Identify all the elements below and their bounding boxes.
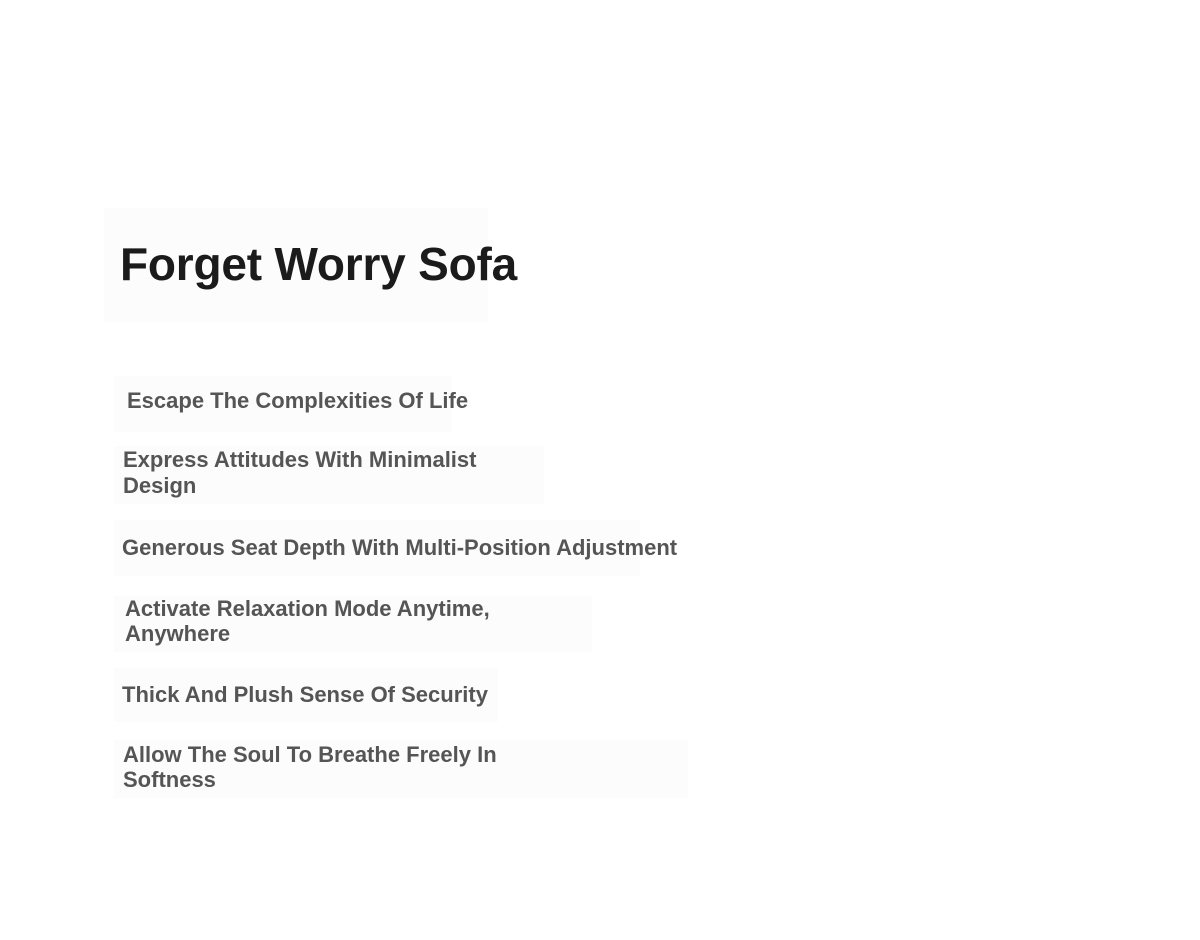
page-title: Forget Worry Sofa bbox=[120, 238, 518, 290]
feature-label: Thick And Plush Sense Of Security bbox=[122, 682, 488, 707]
feature-label: Allow The Soul To Breathe Freely In bbox=[123, 742, 497, 767]
feature-label: Escape The Complexities Of Life bbox=[127, 388, 469, 413]
feature-label-continued: Design bbox=[123, 473, 197, 498]
feature-item-escape bbox=[114, 376, 469, 432]
feature-label-continued: Softness bbox=[123, 767, 216, 792]
feature-label: Express Attitudes With Minimalist bbox=[123, 447, 477, 472]
feature-item-security bbox=[114, 668, 498, 722]
feature-item-relaxation bbox=[114, 596, 592, 652]
feature-label: Activate Relaxation Mode Anytime, bbox=[125, 596, 490, 621]
feature-label-continued: Anywhere bbox=[125, 621, 231, 646]
feature-item-minimalist bbox=[114, 446, 544, 504]
feature-item-seat-depth bbox=[114, 520, 678, 576]
feature-label: Generous Seat Depth With Multi-Position Adjustment bbox=[122, 535, 678, 560]
feature-item-softness bbox=[114, 740, 688, 798]
